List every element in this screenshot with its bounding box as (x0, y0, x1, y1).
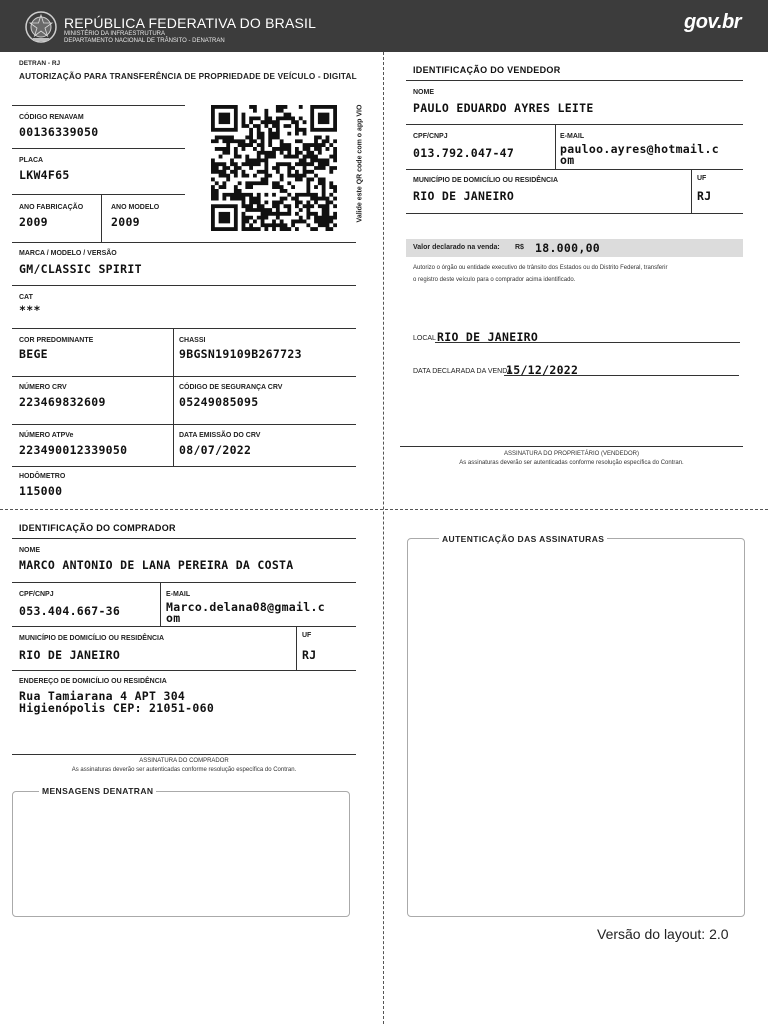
cor-value: BEGE (19, 347, 48, 361)
valor-value: 18.000,00 (535, 241, 601, 255)
buyer-nome-label: NOME (19, 547, 40, 554)
qr-code[interactable] (209, 105, 339, 231)
codigo-seguranca-value: 05249085095 (179, 395, 259, 409)
ano-fabricacao-value: 2009 (19, 215, 48, 229)
vertical-cut-line (383, 52, 384, 1024)
divider (12, 626, 356, 627)
renavam-value: 00136339050 (19, 125, 99, 139)
buyer-cpf-value: 053.404.667-36 (19, 604, 121, 618)
ano-modelo-label: ANO MODELO (111, 204, 160, 211)
data-emissao-label: DATA EMISSÃO DO CRV (179, 432, 261, 439)
crv-label: NÚMERO CRV (19, 384, 67, 391)
divider (160, 582, 161, 626)
seller-municipio-label: MUNICÍPIO DE DOMICÍLIO OU RESIDÊNCIA (413, 177, 559, 184)
divider (406, 124, 743, 125)
valor-currency: R$ (515, 244, 524, 251)
divider (173, 424, 174, 466)
seller-cpf-label: CPF/CNPJ (413, 133, 448, 140)
mensagens-denatran-box (12, 791, 350, 917)
data-venda-label: DATA DECLARADA DA VENDA (413, 368, 512, 375)
marca-label: MARCA / MODELO / VERSÃO (19, 250, 117, 257)
buyer-uf-value: RJ (302, 648, 317, 662)
divider (296, 626, 297, 670)
ano-fabricacao-label: ANO FABRICAÇÃO (19, 204, 84, 211)
seller-municipio-value: RIO DE JANEIRO (413, 189, 515, 203)
data-emissao-value: 08/07/2022 (179, 443, 252, 457)
ano-modelo-value: 2009 (111, 215, 140, 229)
divider (406, 213, 743, 214)
buyer-signature-line[interactable] (12, 754, 356, 755)
placa-label: PLACA (19, 157, 44, 164)
buyer-section-title: IDENTIFICAÇÃO DO COMPRADOR (19, 523, 176, 533)
data-underline (504, 375, 739, 376)
chassi-label: CHASSI (179, 337, 206, 344)
divider (12, 105, 185, 106)
local-underline (435, 342, 740, 343)
divider (12, 670, 356, 671)
autenticacao-label: AUTENTICAÇÃO DAS ASSINATURAS (439, 534, 607, 544)
divider (12, 148, 185, 149)
buyer-endereco-label: ENDEREÇO DE DOMICÍLIO OU RESIDÊNCIA (19, 678, 167, 685)
chassi-value: 9BGSN19109B267723 (179, 347, 302, 361)
placa-value: LKW4F65 (19, 168, 70, 182)
seller-email-value-line2: om (560, 153, 575, 167)
hodometro-value: 115000 (19, 484, 63, 498)
divider (12, 376, 356, 377)
seller-nome-label: NOME (413, 89, 434, 96)
horizontal-cut-line (0, 509, 768, 510)
crv-value: 223469832609 (19, 395, 106, 409)
seller-email-value-line1: pauloo.ayres@hotmail.c (560, 142, 719, 156)
header-department: DEPARTAMENTO NACIONAL DE TRÂNSITO - DENATRAN (64, 38, 225, 44)
divider (12, 328, 356, 329)
authorization-text-line2: o registro deste veículo para o comprador acima identificado. (413, 277, 576, 283)
divider (12, 582, 356, 583)
buyer-signature-note: As assinaturas deverão ser autenticadas conforme resolução específica do Contran. (71, 767, 297, 773)
divider (12, 194, 185, 195)
divider (691, 169, 692, 213)
seller-nome-value: PAULO EDUARDO AYRES LEITE (413, 101, 594, 115)
buyer-municipio-label: MUNICÍPIO DE DOMICÍLIO OU RESIDÊNCIA (19, 635, 165, 642)
buyer-email-value-line1: Marco.delana08@gmail.c (166, 600, 325, 614)
seller-uf-label: UF (697, 175, 707, 182)
renavam-label: CÓDIGO RENAVAM (19, 114, 84, 121)
divider (12, 424, 356, 425)
atpve-label: NÚMERO ATPVe (19, 432, 74, 439)
mensagens-denatran-label: MENSAGENS DENATRAN (39, 786, 156, 796)
authorization-text-line1: Autorizo o órgão ou entidade executivo de trânsito dos Estados ou do Distrito Federal, transferir (413, 265, 668, 271)
codigo-seguranca-label: CÓDIGO DE SEGURANÇA CRV (179, 384, 283, 391)
buyer-cpf-label: CPF/CNPJ (19, 591, 54, 598)
gov-header (0, 0, 768, 52)
buyer-email-label: E-MAIL (166, 591, 191, 598)
govbr-logo[interactable]: gov.br (683, 11, 741, 33)
buyer-uf-label: UF (302, 632, 312, 639)
seller-signature-label: ASSINATURA DO PROPRIETÁRIO (VENDEDOR) (504, 451, 639, 457)
cor-label: COR PREDOMINANTE (19, 337, 94, 344)
buyer-email-value-line2: om (166, 611, 181, 625)
divider (555, 124, 556, 169)
divider (12, 285, 356, 286)
marca-value: GM/CLASSIC SPIRIT (19, 262, 142, 276)
buyer-signature-label: ASSINATURA DO COMPRADOR (139, 758, 229, 764)
seller-section-title: IDENTIFICAÇÃO DO VENDEDOR (413, 65, 561, 75)
buyer-nome-value: MARCO ANTONIO DE LANA PEREIRA DA COSTA (19, 558, 294, 572)
seller-email-label: E-MAIL (560, 133, 585, 140)
buyer-municipio-value: RIO DE JANEIRO (19, 648, 121, 662)
document-title: AUTORIZAÇÃO PARA TRANSFERÊNCIA DE PROPRIEDADE DE VEÍCULO - DIGITAL (19, 72, 357, 81)
header-title: REPÚBLICA FEDERATIVA DO BRASIL (64, 15, 317, 31)
buyer-endereco-line2: Higienópolis CEP: 21051-060 (19, 701, 215, 715)
cat-label: CAT (19, 294, 33, 301)
layout-version: Versão do layout: 2.0 (597, 926, 729, 942)
header-ministry: MINISTÉRIO DA INFRAESTRUTURA (64, 31, 166, 37)
seller-signature-note: As assinaturas deverão ser autenticadas conforme resolução específica do Contran. (459, 460, 684, 466)
cat-value: *** (19, 303, 41, 317)
divider (12, 242, 356, 243)
divider (12, 538, 356, 539)
data-venda-value: 15/12/2022 (506, 363, 579, 377)
divider (406, 169, 743, 170)
qr-caption: Valide este QR code com o app VIO (356, 104, 364, 223)
local-label: LOCAL (413, 335, 436, 342)
divider (406, 80, 743, 81)
divider (173, 328, 174, 376)
seller-cpf-value: 013.792.047-47 (413, 146, 515, 160)
divider (173, 376, 174, 424)
seller-signature-line[interactable] (400, 446, 743, 447)
seller-uf-value: RJ (697, 189, 712, 203)
hodometro-label: HODÔMETRO (19, 473, 66, 480)
brasao-icon (24, 10, 58, 44)
issuer-label: DETRAN - RJ (19, 60, 61, 67)
valor-label: Valor declarado na venda: (413, 244, 500, 251)
autenticacao-box (407, 538, 745, 917)
atpve-value: 223490012339050 (19, 443, 128, 457)
divider (12, 466, 356, 467)
local-value: RIO DE JANEIRO (437, 330, 539, 344)
divider (101, 194, 102, 242)
buyer-endereco-line1: Rua Tamiarana 4 APT 304 (19, 689, 186, 703)
